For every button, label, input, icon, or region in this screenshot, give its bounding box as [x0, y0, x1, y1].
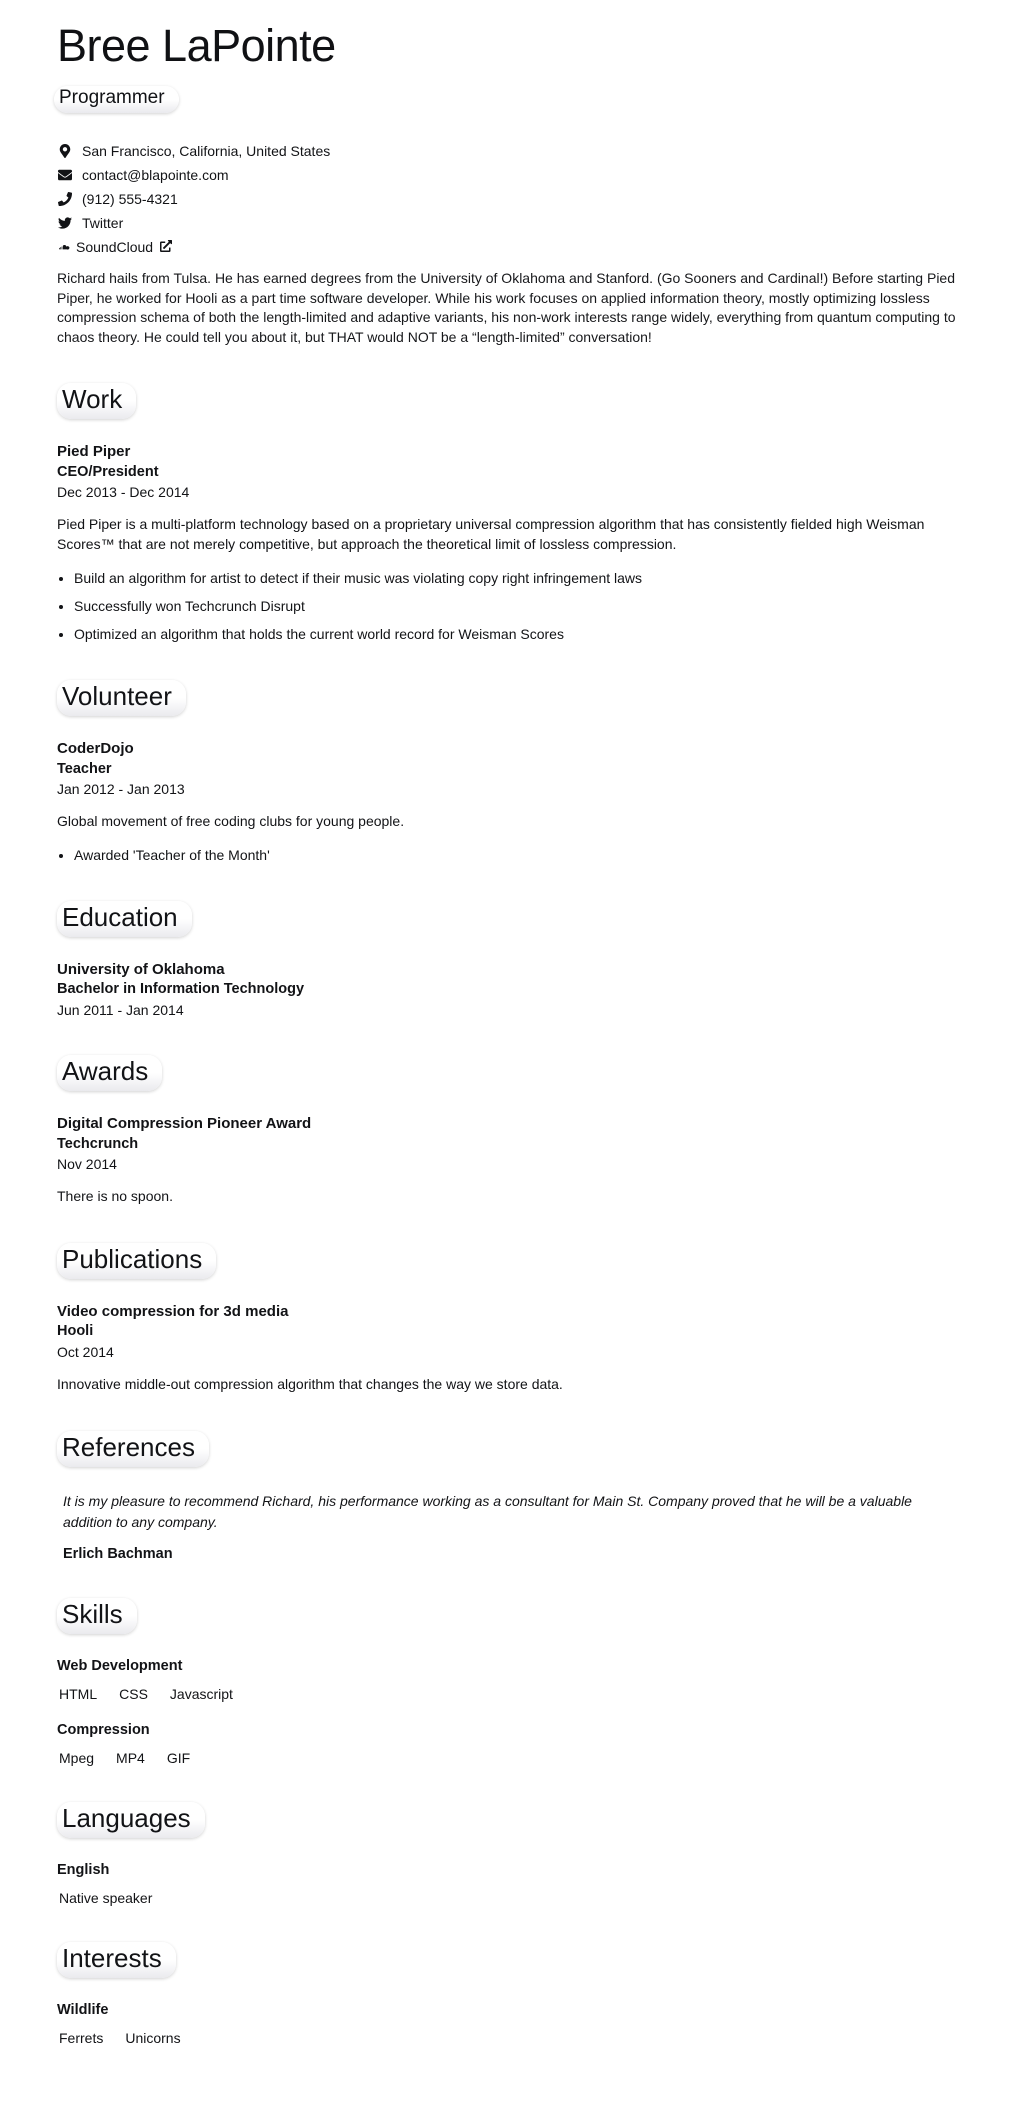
- section-publications: [57, 1243, 967, 1395]
- entry-publication-name: Video compression for 3d media: [57, 1302, 289, 1320]
- language-fluency: Native speaker: [59, 1890, 153, 1906]
- section-skills: [57, 1598, 967, 1766]
- skill-keyword: Mpeg: [59, 1750, 95, 1766]
- entry-summary: Innovative middle-out compression algorithm that changes the way we store data.: [57, 1375, 563, 1392]
- contact-twitter[interactable]: [57, 215, 967, 231]
- skill-keyword: HTML: [59, 1686, 98, 1702]
- highlight-list: [57, 569, 967, 644]
- entry-date: Oct 2014: [57, 1343, 114, 1360]
- entry-company: Pied Piper: [57, 443, 131, 461]
- entry-publisher: Hooli: [57, 1323, 94, 1340]
- section-heading-references: References: [57, 1431, 209, 1467]
- entry-summary: Global movement of free coding clubs for young people.: [57, 812, 405, 829]
- highlight-list: [57, 846, 967, 865]
- section-volunteer: [57, 680, 967, 865]
- resume-header: [57, 20, 967, 347]
- education-entry: [57, 961, 967, 1019]
- contact-list: [57, 143, 967, 255]
- publication-entry: [57, 1303, 967, 1395]
- skill-keyword: Javascript: [169, 1686, 233, 1702]
- section-education: [57, 901, 967, 1019]
- entry-dates: Dec 2013 - Dec 2014: [57, 484, 190, 501]
- entry-position: Teacher: [57, 760, 112, 777]
- entry-award-title: Digital Compression Pioneer Award: [57, 1114, 312, 1132]
- language-group: [57, 1862, 967, 1906]
- skill-group-name: Compression: [57, 1722, 150, 1738]
- contact-email[interactable]: [57, 167, 967, 183]
- contact-phone[interactable]: [57, 191, 967, 207]
- section-heading-work: Work: [57, 383, 136, 419]
- skill-keyword: MP4: [116, 1750, 145, 1766]
- entry-date: Nov 2014: [57, 1155, 117, 1172]
- contact-twitter-text[interactable]: Twitter: [82, 215, 124, 231]
- page-title: Bree LaPointe: [57, 20, 336, 71]
- entry-position: CEO/President: [57, 464, 159, 481]
- twitter-bird-icon: [57, 216, 73, 230]
- award-entry: [57, 1115, 967, 1207]
- highlight-item: • Optimized an algorithm that holds the current world record for Weisman Scores: [74, 625, 967, 644]
- skill-keyword: CSS: [119, 1686, 148, 1702]
- contact-location-text: San Francisco, California, United States: [82, 143, 331, 159]
- job-title-badge: Programmer: [54, 86, 179, 113]
- entry-summary: Pied Piper is a multi-platform technology based on a proprietary universal compression algorithm that has consistently fielded high Weisman Scores™ that are not merely competitive, but approach the theoretical limit of lossless compression.: [57, 516, 925, 553]
- profile-summary: Richard hails from Tulsa. He has earned degrees from the University of Oklahoma and Stanford. (Go Sooners and Cardinal!) Before starting Pied Piper, he worked for Hooli as a part time software developer. While his work focuses on applied information theory, mostly optimizing lossless compression schema of both the length-limited and adaptive variants, his non-work interests range widely, everything from quantum computing to chaos theory. He could tell you about it, but THAT would NOT be a “length-limited” conversation!: [57, 270, 956, 345]
- highlight-item: • Awarded 'Teacher of the Month': [74, 846, 967, 865]
- entry-organization: CoderDojo: [57, 739, 134, 757]
- external-link-icon: [160, 239, 172, 255]
- section-heading-education: Education: [57, 901, 192, 937]
- interest-keyword: Unicorns: [125, 2030, 181, 2046]
- language-name: English: [57, 1862, 110, 1878]
- interest-keywords: [59, 2030, 967, 2046]
- section-heading-interests: Interests: [57, 1942, 176, 1978]
- work-entry: [57, 443, 967, 643]
- interest-keyword: Ferrets: [59, 2030, 104, 2046]
- reference-name: Erlich Bachman: [63, 1546, 173, 1562]
- skill-group: [57, 1722, 967, 1766]
- section-awards: [57, 1055, 967, 1207]
- section-interests: [57, 1942, 967, 2046]
- interest-group-name: Wildlife: [57, 2002, 109, 2018]
- soundcloud-icon: [57, 241, 73, 253]
- section-heading-publications: Publications: [57, 1243, 216, 1279]
- entry-dates: Jan 2012 - Jan 2013: [57, 780, 185, 797]
- section-heading-awards: Awards: [57, 1055, 162, 1091]
- reference-quote: It is my pleasure to recommend Richard, his performance working as a consultant for Main St. Company proved that he will be a valuable addition to any company.: [63, 1492, 912, 1531]
- skill-keywords: [59, 1750, 967, 1766]
- highlight-item: • Build an algorithm for artist to detect if their music was violating copy right infringement laws: [74, 569, 967, 588]
- entry-institution: University of Oklahoma: [57, 960, 225, 978]
- contact-email-text[interactable]: contact@blapointe.com: [82, 167, 229, 183]
- reference-entry: [57, 1491, 967, 1562]
- section-references: [57, 1431, 967, 1562]
- entry-awarder: Techcrunch: [57, 1135, 139, 1152]
- section-heading-volunteer: Volunteer: [57, 680, 186, 716]
- map-marker-icon: [57, 144, 73, 158]
- contact-soundcloud-text[interactable]: SoundCloud: [76, 239, 154, 255]
- highlight-item: • Successfully won Techcrunch Disrupt: [74, 597, 967, 616]
- interest-group: [57, 2002, 967, 2046]
- section-languages: [57, 1802, 967, 1906]
- section-heading-languages: Languages: [57, 1802, 205, 1838]
- phone-icon: [57, 192, 73, 206]
- entry-summary: There is no spoon.: [57, 1187, 173, 1204]
- skill-group-name: Web Development: [57, 1658, 183, 1674]
- envelope-icon: [57, 168, 73, 182]
- contact-soundcloud[interactable]: [57, 239, 967, 255]
- entry-degree: Bachelor in Information Technology: [57, 981, 305, 998]
- contact-phone-text[interactable]: (912) 555-4321: [82, 191, 178, 207]
- section-heading-skills: Skills: [57, 1598, 137, 1634]
- skill-keywords: [59, 1686, 967, 1702]
- volunteer-entry: [57, 740, 967, 865]
- contact-location: [57, 143, 967, 159]
- skill-keyword: GIF: [166, 1750, 191, 1766]
- skill-group: [57, 1658, 967, 1702]
- section-work: [57, 383, 967, 643]
- entry-dates: Jun 2011 - Jan 2014: [57, 1001, 184, 1018]
